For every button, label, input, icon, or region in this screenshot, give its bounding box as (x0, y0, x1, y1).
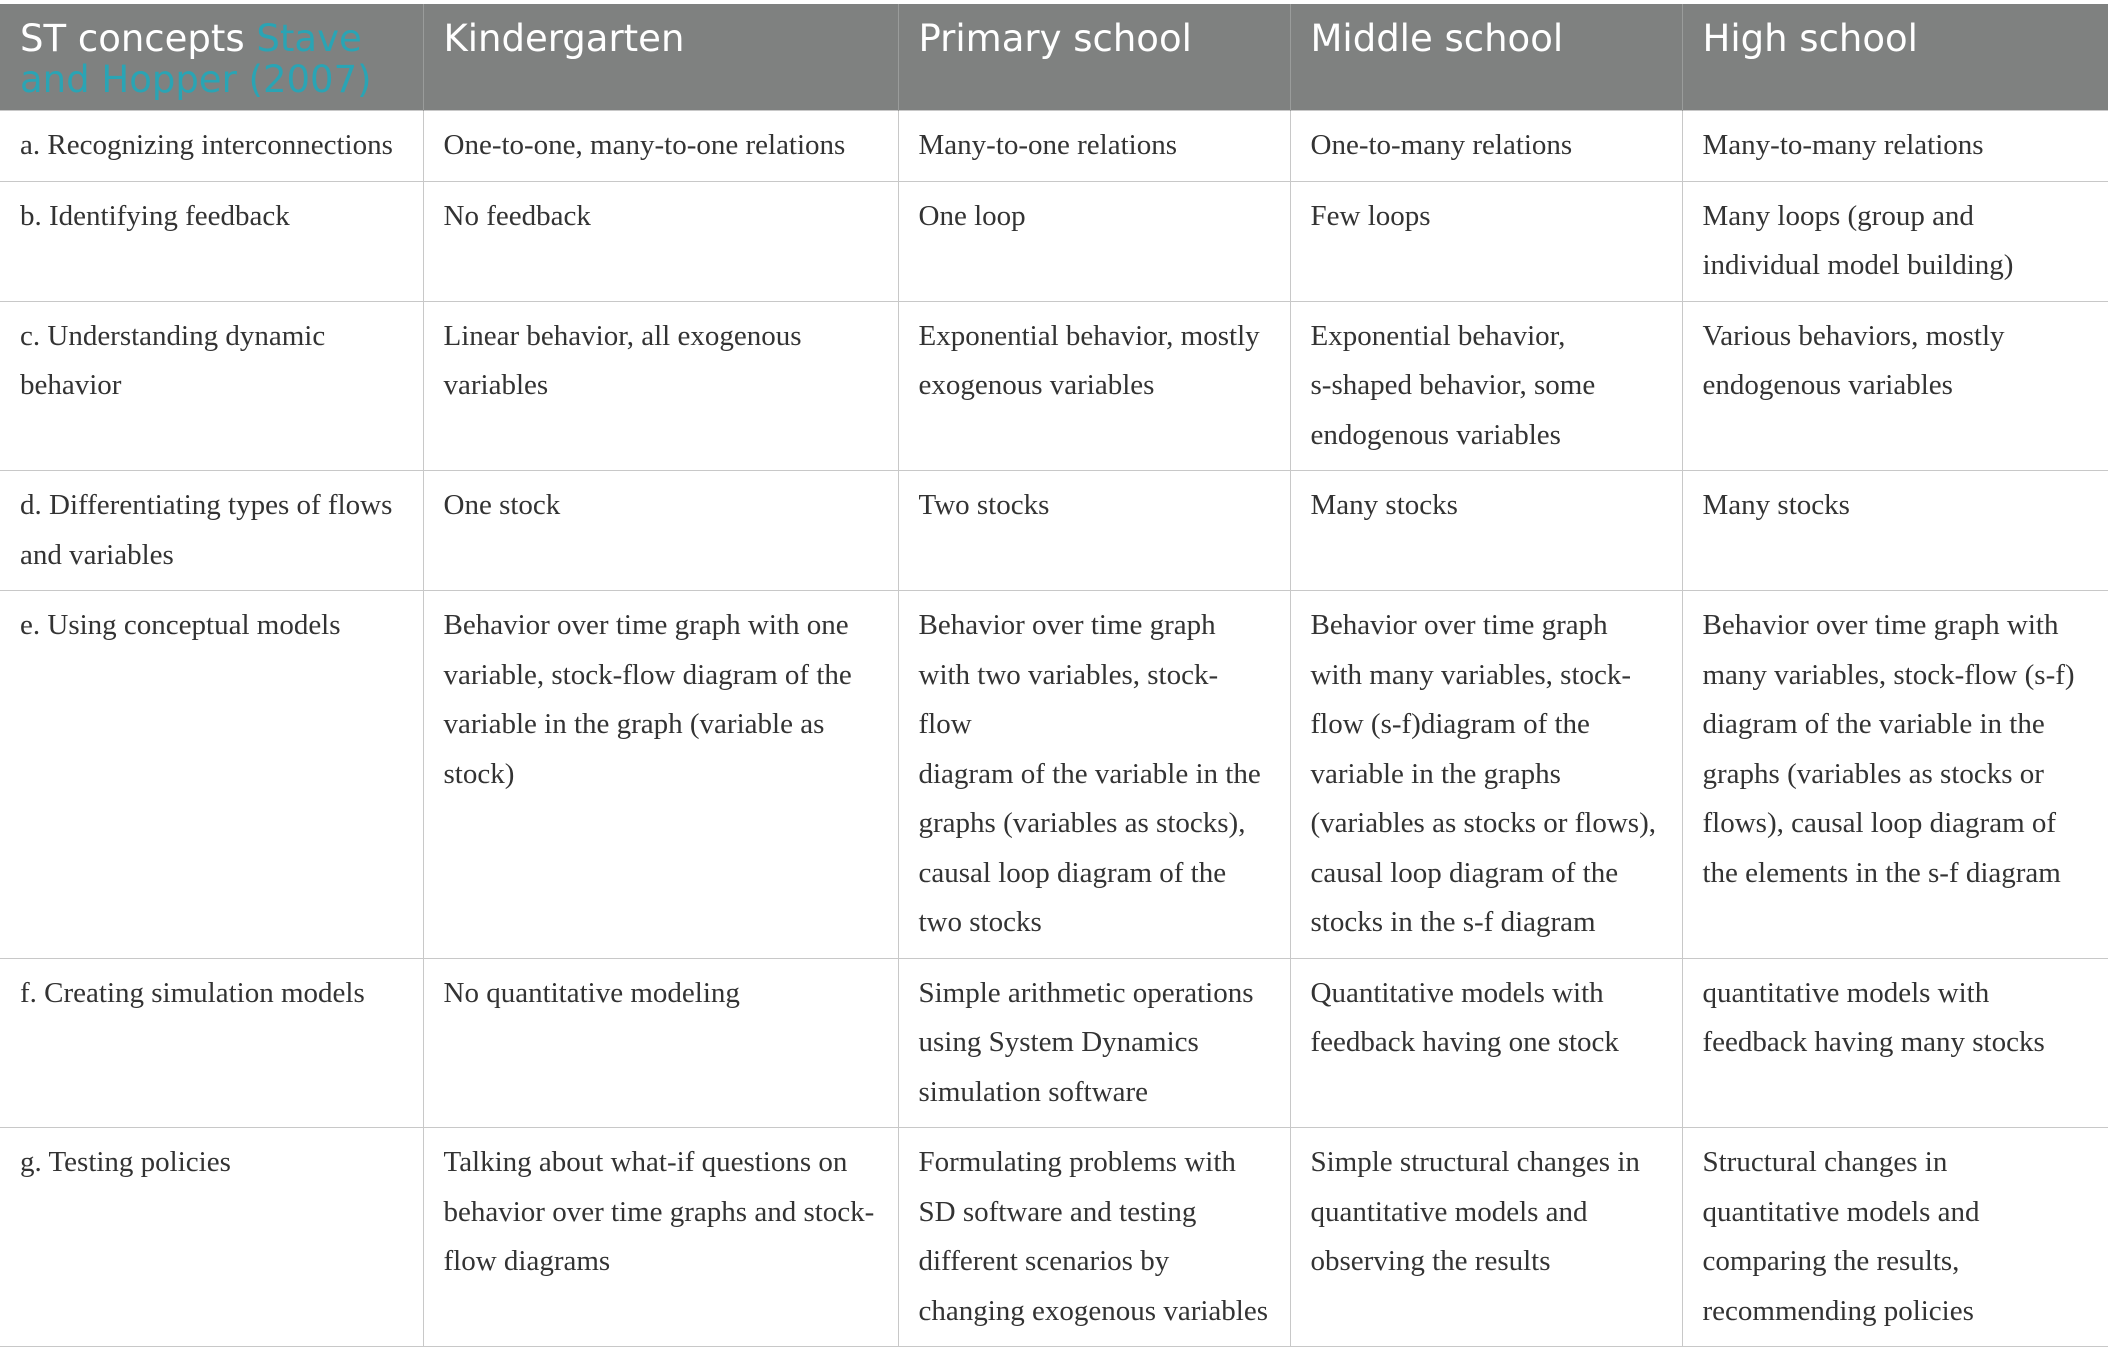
kindergarten-cell: Behavior over time graph with one variable, stock-flow diagram of the variable in the graph (variable as stock) (423, 591, 898, 959)
middle-school-cell: Simple structural changes in quantitative models and observing the results (1290, 1128, 1682, 1347)
primary-school-cell: Behavior over time graph with two variables, stock-flow diagram of the variable in the graphs (variables as stocks), causal loop diagram of the two stocks (898, 591, 1290, 959)
table-row (0, 301, 2108, 471)
kindergarten-cell: One stock (423, 471, 898, 591)
high-school-cell: Various behaviors, mostly endogenous variables (1682, 301, 2108, 471)
high-school-cell: Many-to-many relations (1682, 111, 2108, 182)
table-row (0, 181, 2108, 301)
middle-school-cell: One-to-many relations (1290, 111, 1682, 182)
table-header (0, 4, 2108, 111)
table-row (0, 111, 2108, 182)
primary-school-cell: One loop (898, 181, 1290, 301)
primary-school-cell: Many-to-one relations (898, 111, 1290, 182)
concept-cell: g. Testing policies (0, 1128, 423, 1347)
kindergarten-cell: No feedback (423, 181, 898, 301)
high-school-cell: Many stocks (1682, 471, 2108, 591)
concept-cell: e. Using conceptual models (0, 591, 423, 959)
concept-cell: a. Recognizing interconnections (0, 111, 423, 182)
middle-school-cell: Behavior over time graph with many variables, stock- flow (s-f)diagram of the variable in the graphs (variables as stocks or flows), causal loop diagram of the stocks in the s-f diagram (1290, 591, 1682, 959)
primary-school-cell: Two stocks (898, 471, 1290, 591)
concept-cell: b. Identifying feedback (0, 181, 423, 301)
citation-link[interactable]: Stave and Hopper (2007) (20, 17, 372, 101)
concept-cell: f. Creating simulation models (0, 958, 423, 1128)
middle-school-cell: Many stocks (1290, 471, 1682, 591)
primary-school-cell: Exponential behavior, mostly exogenous variables (898, 301, 1290, 471)
high-school-cell: Behavior over time graph with many variables, stock-flow (s-f) diagram of the variable in the graphs (variables as stocks or flows), causal loop diagram of the elements in the s-f diagram (1682, 591, 2108, 959)
primary-school-cell: Simple arithmetic operations using System Dynamics simulation software (898, 958, 1290, 1128)
header-middle-school: Middle school (1290, 4, 1682, 111)
middle-school-cell: Exponential behavior, s-shaped behavior, some endogenous variables (1290, 301, 1682, 471)
high-school-cell: Many loops (group and individual model building) (1682, 181, 2108, 301)
st-concepts-table (0, 4, 2108, 1347)
kindergarten-cell: No quantitative modeling (423, 958, 898, 1128)
concept-cell: c. Understanding dynamic behavior (0, 301, 423, 471)
table-row (0, 1128, 2108, 1347)
header-kindergarten: Kindergarten (423, 4, 898, 111)
header-st-concepts-label: ST concepts (20, 17, 257, 60)
concept-cell: d. Differentiating types of flows and variables (0, 471, 423, 591)
table-row (0, 471, 2108, 591)
table-body (0, 111, 2108, 1347)
kindergarten-cell: One-to-one, many-to-one relations (423, 111, 898, 182)
kindergarten-cell: Linear behavior, all exogenous variables (423, 301, 898, 471)
header-row (0, 4, 2108, 111)
header-st-concepts (0, 4, 423, 111)
header-high-school: High school (1682, 4, 2108, 111)
curriculum-table-container (0, 4, 2108, 1347)
kindergarten-cell: Talking about what-if questions on behavior over time graphs and stock- flow diagrams (423, 1128, 898, 1347)
high-school-cell: Structural changes in quantitative models and comparing the results, recommending policies (1682, 1128, 2108, 1347)
table-row (0, 591, 2108, 959)
header-primary-school: Primary school (898, 4, 1290, 111)
middle-school-cell: Few loops (1290, 181, 1682, 301)
high-school-cell: quantitative models with feedback having many stocks (1682, 958, 2108, 1128)
primary-school-cell: Formulating problems with SD software and testing different scenarios by changing exogenous variables (898, 1128, 1290, 1347)
middle-school-cell: Quantitative models with feedback having one stock (1290, 958, 1682, 1128)
table-row (0, 958, 2108, 1128)
